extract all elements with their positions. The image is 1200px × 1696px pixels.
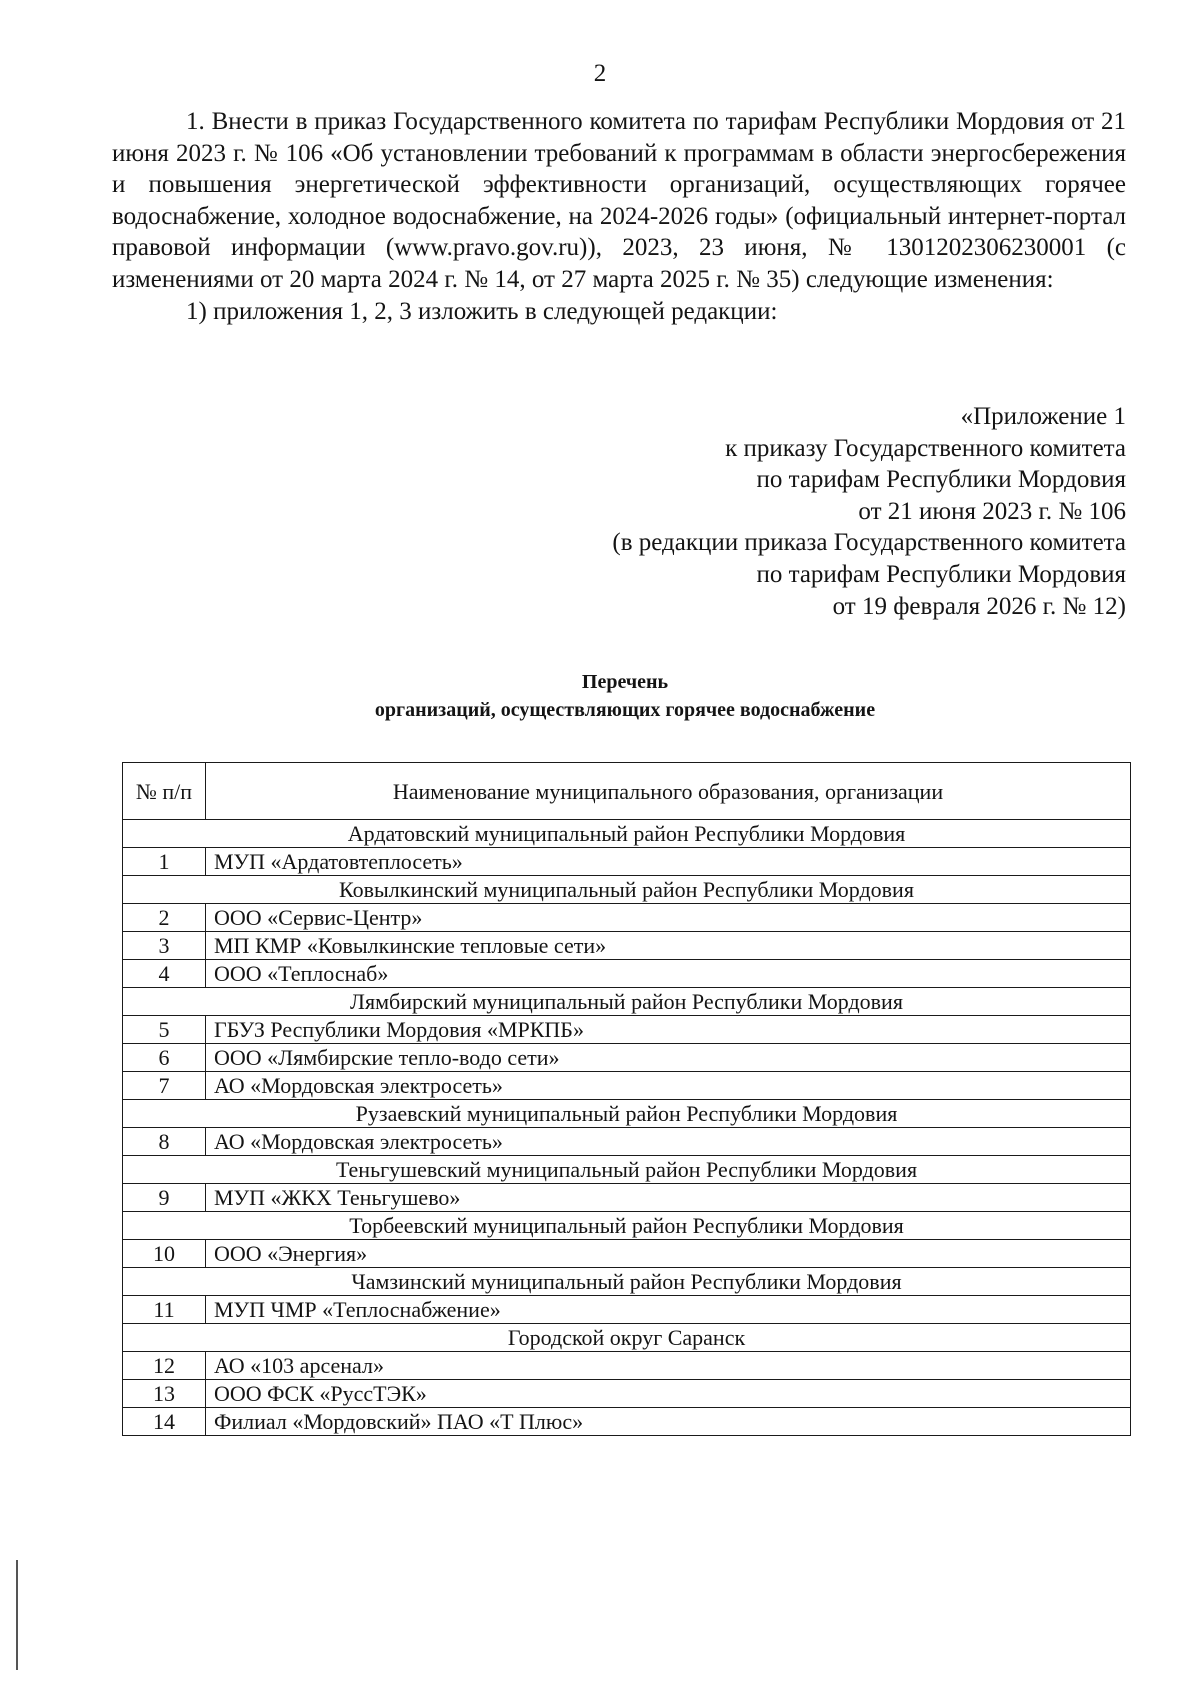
appendix-line: от 19 февраля 2026 г. № 12) [832, 592, 1126, 620]
row-number: 3 [123, 932, 206, 960]
list-title-line: организаций, осуществляющих горячее водоснабжение [374, 699, 876, 721]
table-row [123, 848, 1131, 876]
row-number: 2 [123, 904, 206, 932]
list-title [0, 668, 1200, 724]
organization-name: ООО «Сервис-Центр» [206, 904, 1131, 932]
group-title: Чамзинский муниципальный район Республики Мордовия [123, 1268, 1131, 1296]
table-row [123, 1408, 1131, 1436]
table-row [123, 1128, 1131, 1156]
group-row [123, 988, 1131, 1016]
table-row [123, 960, 1131, 988]
table-row [123, 1016, 1131, 1044]
row-number: 5 [123, 1016, 206, 1044]
row-number: 7 [123, 1072, 206, 1100]
table-row [123, 1352, 1131, 1380]
row-number: 10 [123, 1240, 206, 1268]
header-num: № п/п [123, 763, 206, 820]
table-body [123, 820, 1131, 1436]
appendix-line: по тарифам Республики Мордовия [756, 466, 1126, 494]
organization-name: АО «Мордовская электросеть» [206, 1128, 1131, 1156]
organization-name: ООО «Теплоснаб» [206, 960, 1131, 988]
header-name: Наименование муниципального образования, организации [206, 763, 1131, 820]
table-header-row [123, 763, 1131, 820]
table-row [123, 1240, 1131, 1268]
organization-name: ГБУЗ Республики Мордовия «МРКПБ» [206, 1016, 1131, 1044]
appendix-line: к приказу Государственного комитета [725, 434, 1126, 462]
organization-name: Филиал «Мордовский» ПАО «Т Плюс» [206, 1408, 1131, 1436]
group-row [123, 1268, 1131, 1296]
table-row [123, 1072, 1131, 1100]
group-title: Городской округ Саранск [123, 1324, 1131, 1352]
row-number: 6 [123, 1044, 206, 1072]
group-row [123, 1212, 1131, 1240]
organization-name: МП КМР «Ковылкинские тепловые сети» [206, 932, 1131, 960]
row-number: 11 [123, 1296, 206, 1324]
row-number: 12 [123, 1352, 206, 1380]
appendix-line: от 21 июня 2023 г. № 106 [858, 497, 1126, 525]
appendix-line: «Приложение 1 [960, 403, 1126, 430]
organization-name: МУП «ЖКХ Теньгушево» [206, 1184, 1131, 1212]
group-row [123, 820, 1131, 848]
appendix-line: по тарифам Республики Мордовия [756, 560, 1126, 588]
group-row [123, 1324, 1131, 1352]
organization-name: МУП «Ардатовтеплосеть» [206, 848, 1131, 876]
appendix-header [612, 401, 1126, 622]
organization-name: ООО «Лямбирские тепло-водо сети» [206, 1044, 1131, 1072]
table-row [123, 1380, 1131, 1408]
organization-name: ООО «Энергия» [206, 1240, 1131, 1268]
table-row [123, 1044, 1131, 1072]
appendix-line: (в редакции приказа Государственного комитета [612, 529, 1126, 557]
organization-name: ООО ФСК «РуссТЭК» [206, 1380, 1131, 1408]
group-row [123, 1100, 1131, 1128]
row-number: 9 [123, 1184, 206, 1212]
table-row [123, 1296, 1131, 1324]
group-row [123, 1156, 1131, 1184]
organizations-table [122, 762, 1131, 1436]
group-title: Лямбирский муниципальный район Республики Мордовия [123, 988, 1131, 1016]
table-row [123, 1184, 1131, 1212]
row-number: 14 [123, 1408, 206, 1436]
scan-margin-line [16, 1560, 18, 1670]
group-row [123, 876, 1131, 904]
table-row [123, 932, 1131, 960]
table-row [123, 904, 1131, 932]
row-number: 8 [123, 1128, 206, 1156]
row-number: 13 [123, 1380, 206, 1408]
paragraph-1: 1. Внести в приказ Государственного комитета по тарифам Республики Мордовия от 21 июня 2023 г. № 106 «Об установлении требований к программам в области энергосбережения и повышения энергетической эффективности организаций, осуществляющих горячее водоснабжение, холодное водоснабжение, на 2024-2026 годы» (официальный интернет-портал правовой информации (www.pravo.gov.ru)), 2023, 23 июня, № 1301202306230001 (с изменениями от 20 марта 2024 г. № 14, от 27 марта 2025 г. № 35) следующие изменения: [112, 108, 1126, 293]
group-title: Теньгушевский муниципальный район Республики Мордовия [123, 1156, 1131, 1184]
amendment-text [112, 106, 1126, 327]
organization-name: АО «Мордовская электросеть» [206, 1072, 1131, 1100]
row-number: 4 [123, 960, 206, 988]
group-title: Торбеевский муниципальный район Республики Мордовия [123, 1212, 1131, 1240]
organization-name: МУП ЧМР «Теплоснабжение» [206, 1296, 1131, 1324]
group-title: Ардатовский муниципальный район Республики Мордовия [123, 820, 1131, 848]
paragraph-2: 1) приложения 1, 2, 3 изложить в следующей редакции: [186, 297, 778, 325]
organization-name: АО «103 арсенал» [206, 1352, 1131, 1380]
row-number: 1 [123, 848, 206, 876]
group-title: Рузаевский муниципальный район Республики Мордовия [123, 1100, 1131, 1128]
group-title: Ковылкинский муниципальный район Республики Мордовия [123, 876, 1131, 904]
list-title-line: Перечень [581, 671, 669, 693]
page-number: 2 [593, 60, 607, 87]
